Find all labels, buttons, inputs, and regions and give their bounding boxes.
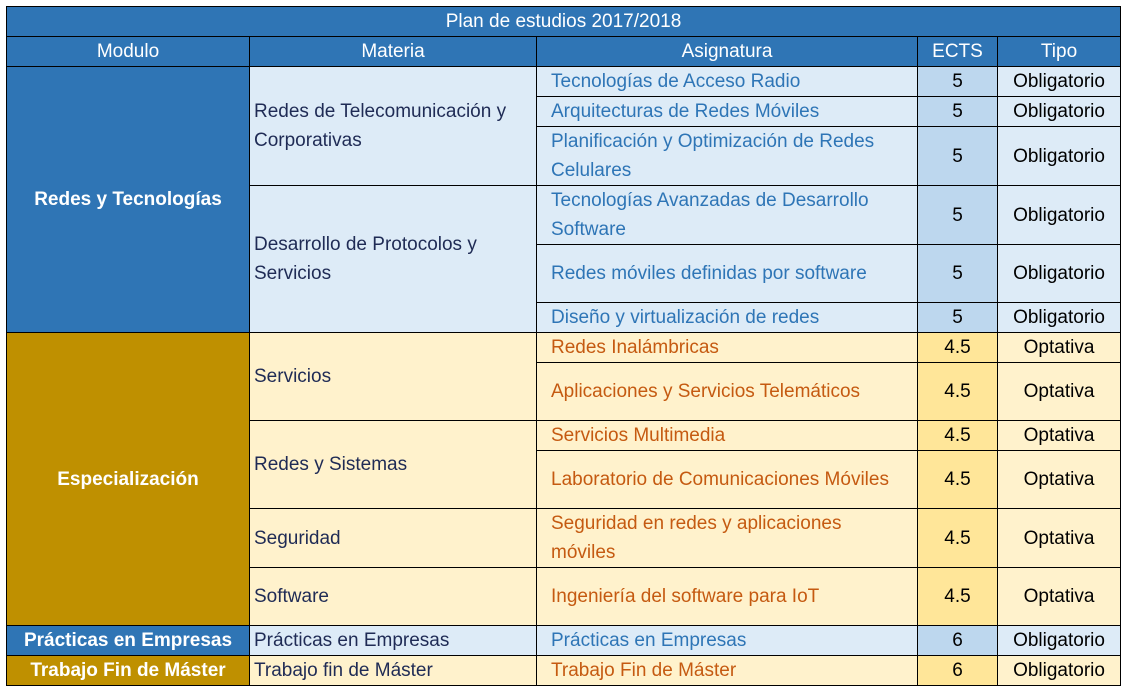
tipo-cell: Optativa bbox=[998, 421, 1121, 451]
ects-cell: 5 bbox=[918, 186, 998, 245]
module-cell: Prácticas en Empresas bbox=[7, 626, 250, 656]
tipo-cell: Obligatorio bbox=[998, 626, 1121, 656]
ects-cell: 4.5 bbox=[918, 363, 998, 421]
materia-cell: Seguridad bbox=[250, 509, 537, 568]
asignatura-cell: Tecnologías de Acceso Radio bbox=[537, 67, 918, 97]
tipo-cell: Optativa bbox=[998, 363, 1121, 421]
materia-cell: Redes y Sistemas bbox=[250, 421, 537, 509]
header-tipo: Tipo bbox=[998, 37, 1121, 67]
ects-cell: 4.5 bbox=[918, 509, 998, 568]
asignatura-cell: Planificación y Optimización de Redes Celulares bbox=[537, 127, 918, 186]
study-plan-table bbox=[6, 6, 1121, 686]
ects-cell: 4.5 bbox=[918, 451, 998, 509]
ects-cell: 5 bbox=[918, 127, 998, 186]
ects-cell: 4.5 bbox=[918, 568, 998, 626]
tipo-cell: Optativa bbox=[998, 451, 1121, 509]
asignatura-cell: Ingeniería del software para IoT bbox=[537, 568, 918, 626]
ects-cell: 6 bbox=[918, 626, 998, 656]
header-asignatura: Asignatura bbox=[537, 37, 918, 67]
asignatura-cell: Redes Inalámbricas bbox=[537, 333, 918, 363]
asignatura-cell: Servicios Multimedia bbox=[537, 421, 918, 451]
ects-cell: 5 bbox=[918, 97, 998, 127]
ects-cell: 5 bbox=[918, 67, 998, 97]
module-cell: Especialización bbox=[7, 333, 250, 626]
asignatura-cell: Tecnologías Avanzadas de Desarrollo Software bbox=[537, 186, 918, 245]
materia-cell: Servicios bbox=[250, 333, 537, 421]
tipo-cell: Obligatorio bbox=[998, 67, 1121, 97]
header-modulo: Modulo bbox=[7, 37, 250, 67]
header-materia: Materia bbox=[250, 37, 537, 67]
materia-cell: Desarrollo de Protocolos y Servicios bbox=[250, 186, 537, 333]
tipo-cell: Obligatorio bbox=[998, 245, 1121, 303]
asignatura-cell: Arquitecturas de Redes Móviles bbox=[537, 97, 918, 127]
materia-cell: Software bbox=[250, 568, 537, 626]
module-cell: Trabajo Fin de Máster bbox=[7, 656, 250, 686]
materia-cell: Trabajo fin de Máster bbox=[250, 656, 537, 686]
tipo-cell: Optativa bbox=[998, 509, 1121, 568]
tipo-cell: Obligatorio bbox=[998, 97, 1121, 127]
tipo-cell: Obligatorio bbox=[998, 656, 1121, 686]
materia-cell: Redes de Telecomunicación y Corporativas bbox=[250, 67, 537, 186]
ects-cell: 5 bbox=[918, 245, 998, 303]
asignatura-cell: Aplicaciones y Servicios Telemáticos bbox=[537, 363, 918, 421]
table-title: Plan de estudios 2017/2018 bbox=[7, 7, 1121, 37]
header-ects: ECTS bbox=[918, 37, 998, 67]
asignatura-cell: Diseño y virtualización de redes bbox=[537, 303, 918, 333]
tipo-cell: Obligatorio bbox=[998, 186, 1121, 245]
asignatura-cell: Prácticas en Empresas bbox=[537, 626, 918, 656]
ects-cell: 5 bbox=[918, 303, 998, 333]
tipo-cell: Optativa bbox=[998, 568, 1121, 626]
ects-cell: 4.5 bbox=[918, 333, 998, 363]
asignatura-cell: Seguridad en redes y aplicaciones móviles bbox=[537, 509, 918, 568]
tipo-cell: Obligatorio bbox=[998, 303, 1121, 333]
materia-cell: Prácticas en Empresas bbox=[250, 626, 537, 656]
tipo-cell: Optativa bbox=[998, 333, 1121, 363]
module-cell: Redes y Tecnologías bbox=[7, 67, 250, 333]
tipo-cell: Obligatorio bbox=[998, 127, 1121, 186]
asignatura-cell: Trabajo Fin de Máster bbox=[537, 656, 918, 686]
ects-cell: 4.5 bbox=[918, 421, 998, 451]
asignatura-cell: Redes móviles definidas por software bbox=[537, 245, 918, 303]
asignatura-cell: Laboratorio de Comunicaciones Móviles bbox=[537, 451, 918, 509]
ects-cell: 6 bbox=[918, 656, 998, 686]
